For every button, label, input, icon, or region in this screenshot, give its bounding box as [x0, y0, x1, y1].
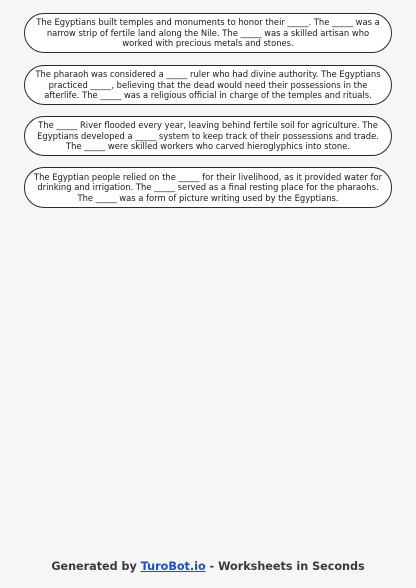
footer-prefix: Generated by: [51, 560, 141, 573]
question-card-2: [24, 65, 392, 105]
question-text-3: The _____ River flooded every year, leaving behind fertile soil for agriculture. The Egyptians developed a _____ system to keep track of their possessions and trade. The _____ were skilled workers who carved hieroglyphics into stone.: [37, 120, 379, 152]
footer: [0, 560, 416, 574]
footer-suffix: - Worksheets in Seconds: [205, 560, 365, 573]
question-card-1: [24, 13, 392, 53]
question-text-2: The pharaoh was considered a _____ ruler who had divine authority. The Egyptians practiced _____, believing that the dead would need their possessions in the afterlife. The _____ was a religious official in charge of the temples and rituals.: [35, 69, 381, 101]
question-card-4: [24, 167, 392, 208]
question-card-3: [24, 116, 392, 156]
question-text-4: The Egyptian people relied on the _____ for their livelihood, as it provided water for drinking and irrigation. The _____ served as a final resting place for the pharaohs. The _____ was a form of picture writing used by the Egyptians.: [33, 171, 383, 203]
question-text-1: The Egyptians built temples and monuments to honor their _____. The _____ was a narrow strip of fertile land along the Nile. The _____ was a skilled artisan who worked with precious metals and stones.: [36, 17, 380, 49]
footer-brand-link[interactable]: TuroBot.io: [140, 560, 206, 573]
